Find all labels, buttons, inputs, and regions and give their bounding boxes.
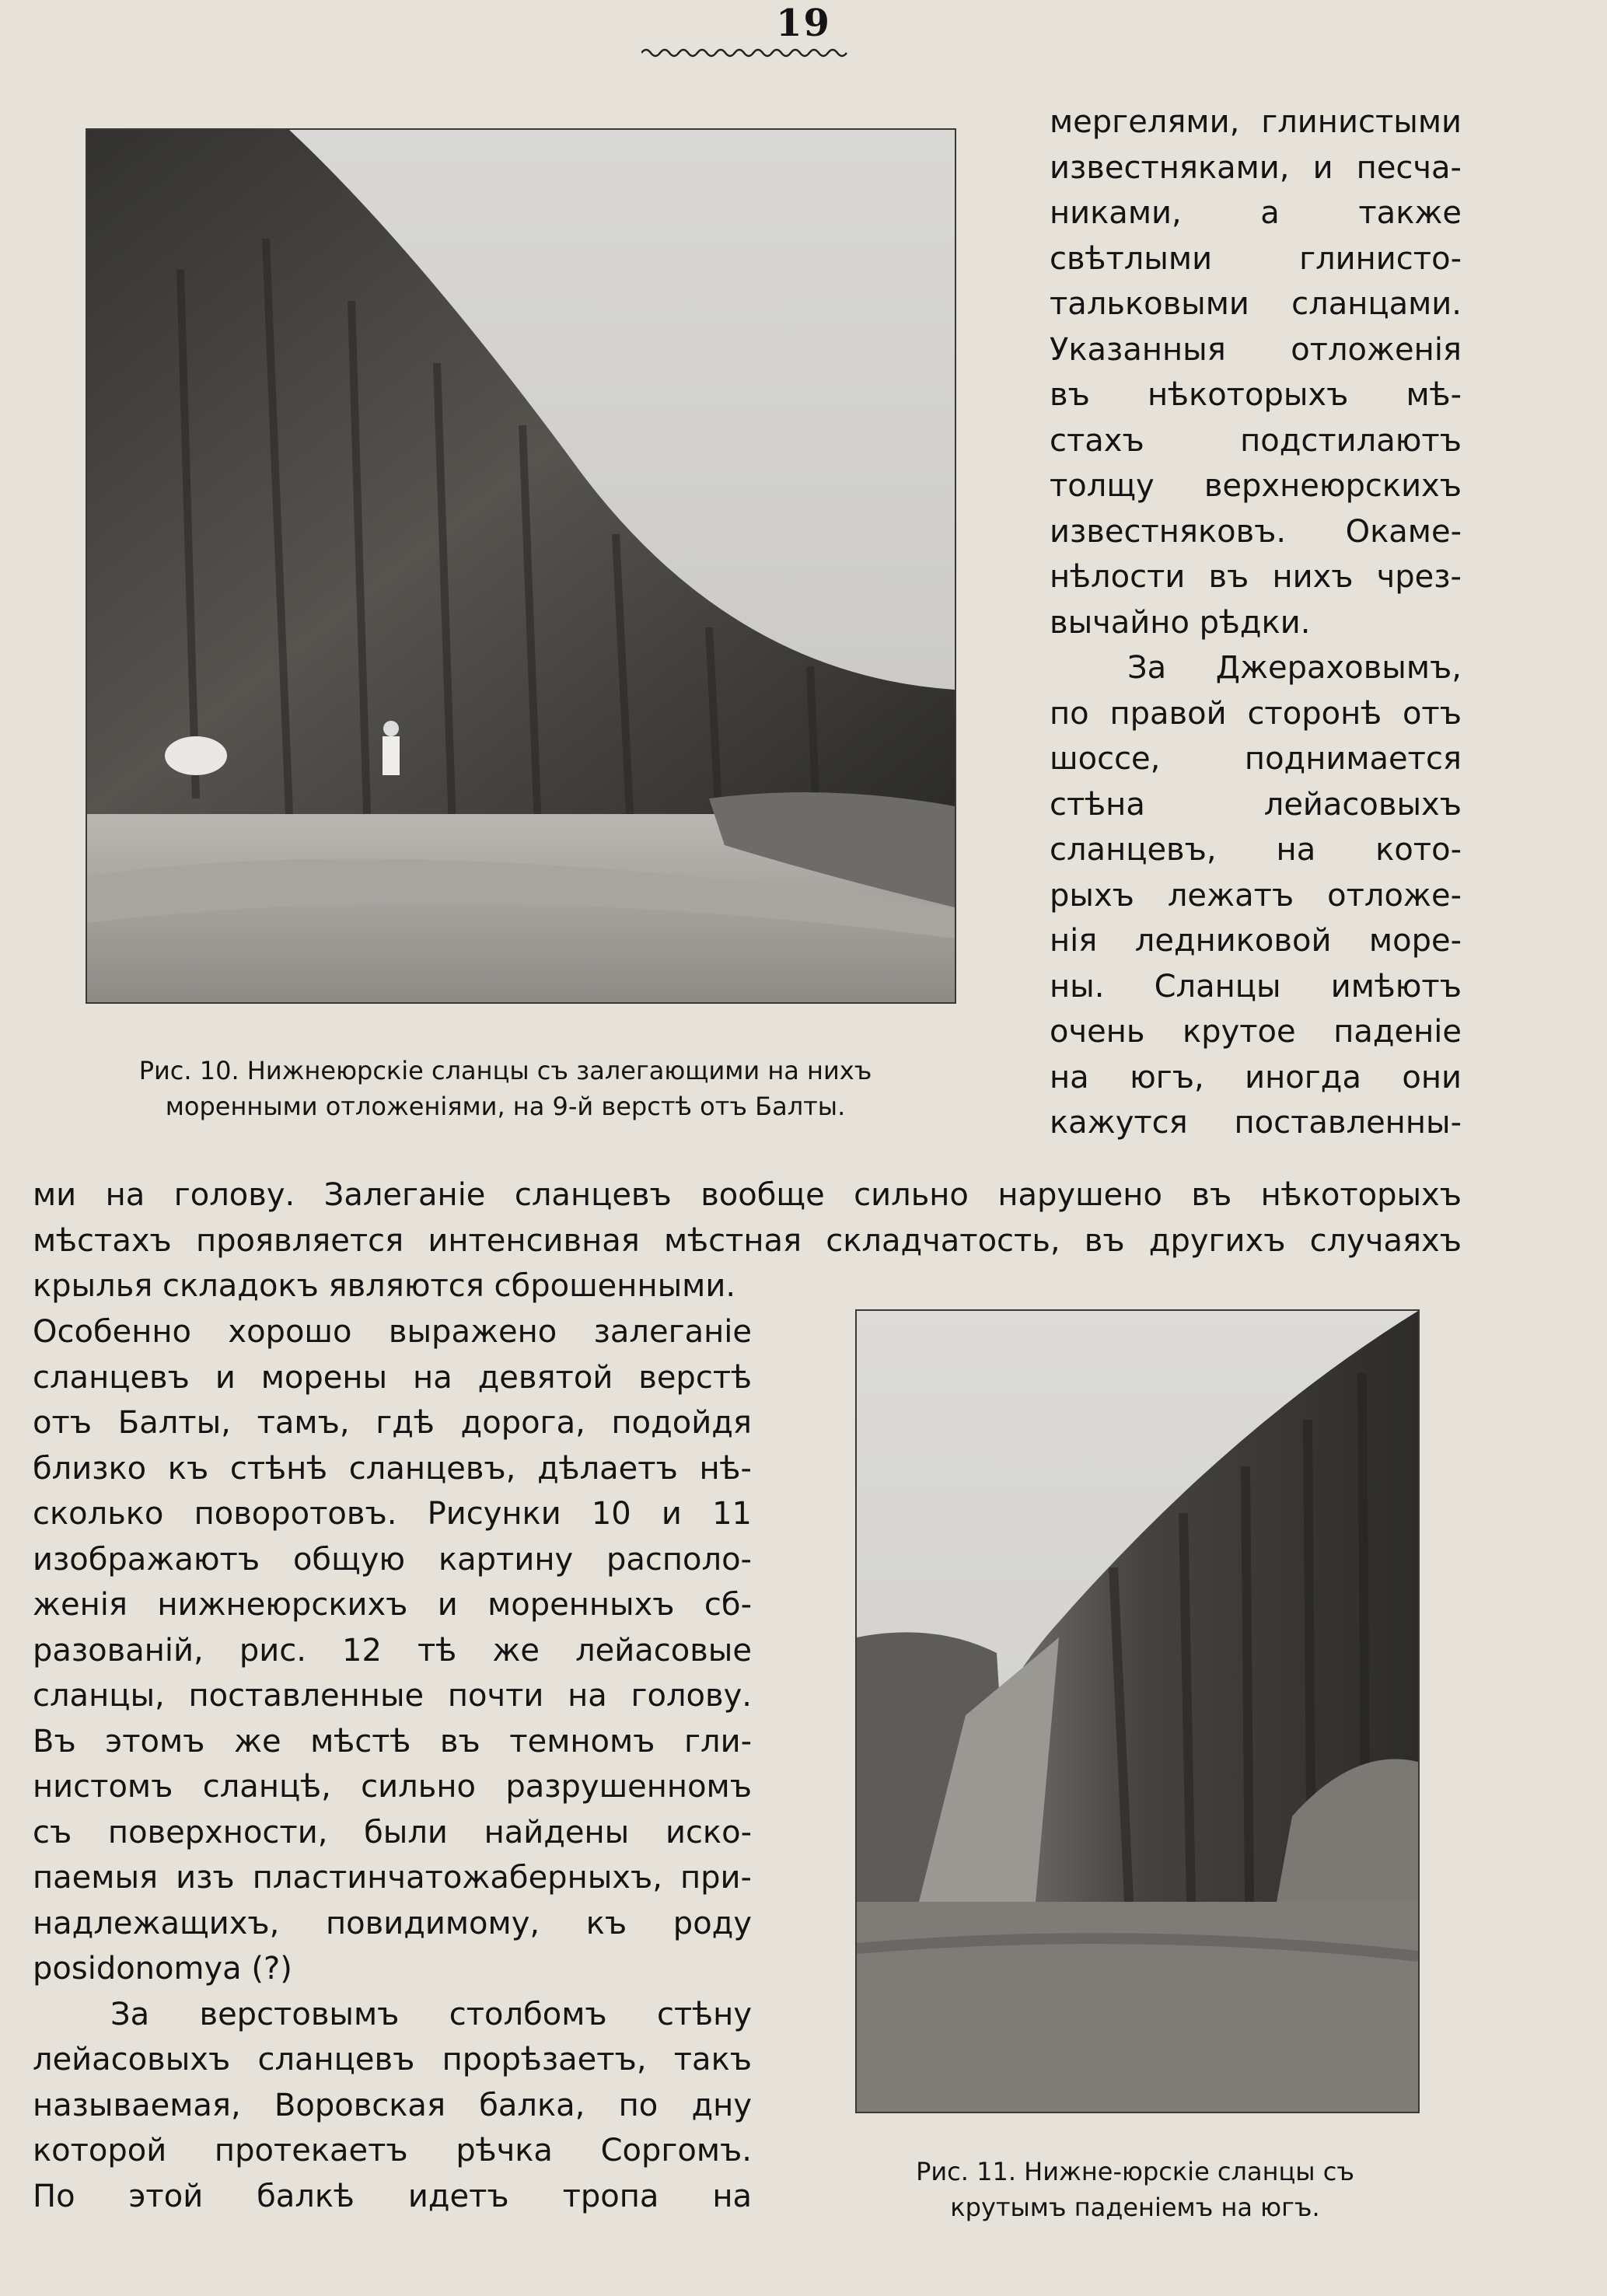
text-line: мергелями, глинистыми bbox=[1050, 104, 1462, 140]
text-line: близко къ стѣнѣ сланцевъ, дѣлаетъ нѣ- bbox=[33, 1450, 752, 1487]
text-line: женія нижнеюрскихъ и моренныхъ сб- bbox=[33, 1587, 752, 1623]
text-line: называемая, Воровская балка, по дну bbox=[33, 2087, 752, 2123]
text-line: ми на голову. Залеганіе сланцевъ вообще сильно нарушено въ нѣкоторыхъ bbox=[33, 1177, 1462, 1213]
text-line: толщу верхнеюрскихъ bbox=[1050, 468, 1462, 504]
text-line: сланцы, поставленные почти на голову. bbox=[33, 1678, 752, 1714]
text-line: Въ этомъ же мѣстѣ въ темномъ гли- bbox=[33, 1723, 752, 1760]
text-line: паемыя изъ пластинчатожаберныхъ, при- bbox=[33, 1860, 752, 1896]
text-line: кажутся поставленны- bbox=[1050, 1105, 1462, 1141]
text-line: вычайно рѣдки. bbox=[1050, 604, 1311, 641]
caption-line: моренными отложеніями, на 9-й верстѣ отъ Балты. bbox=[165, 1092, 846, 1121]
text-line: въ нѣкоторыхъ мѣ- bbox=[1050, 377, 1462, 413]
text-line: свѣтлыми глинисто- bbox=[1050, 240, 1462, 277]
left-column-text bbox=[33, 1309, 752, 2219]
caption-line: крутымъ паденіемъ на югъ. bbox=[950, 2193, 1320, 2222]
page-number: 19 bbox=[776, 2, 831, 45]
text-line: стѣна лейасовыхъ bbox=[1050, 786, 1462, 823]
figure-11-photo bbox=[855, 1309, 1420, 2113]
text-line: никами, а также bbox=[1050, 195, 1462, 231]
text-line: рыхъ лежатъ отложе- bbox=[1050, 877, 1462, 914]
text-line: надлежащихъ, повидимому, къ роду bbox=[33, 1905, 752, 1941]
text-line: которой протекаетъ рѣчка Соргомъ. bbox=[33, 2133, 752, 2168]
text-line: разованій, рис. 12 тѣ же лейасовые bbox=[33, 1632, 752, 1669]
text-line: За Джераховымъ, bbox=[1127, 650, 1462, 686]
figure-10-caption bbox=[47, 1053, 964, 1124]
text-line: стахъ подстилаютъ bbox=[1050, 422, 1462, 459]
text-line: сланцевъ, на кото- bbox=[1050, 832, 1462, 868]
text-line: сколько поворотовъ. Рисунки 10 и 11 bbox=[33, 1496, 752, 1532]
text-line: известняками, и песча- bbox=[1050, 149, 1462, 186]
caption-line: Рис. 11. Нижне-юрскіе сланцы съ bbox=[916, 2157, 1354, 2186]
text-line: нѣлости въ нихъ чрез- bbox=[1050, 559, 1462, 595]
right-column-text bbox=[1050, 100, 1462, 1146]
text-line: Особенно хорошо выражено залеганіе bbox=[33, 1314, 752, 1350]
figure-11-caption bbox=[809, 2154, 1462, 2225]
text-line: отъ Балты, тамъ, гдѣ дорога, подойдя bbox=[33, 1405, 752, 1441]
text-line: ны. Сланцы имѣютъ bbox=[1050, 968, 1462, 1005]
text-line: шоссе, поднимается bbox=[1050, 741, 1462, 777]
text-line: По этой балкѣ идетъ тропа на bbox=[33, 2178, 752, 2214]
caption-line: Рис. 10. Нижнеюрскіе сланцы съ залегающими на нихъ bbox=[138, 1056, 872, 1085]
text-line: крылья складокъ являются сброшенными. bbox=[33, 1268, 736, 1304]
full-width-text bbox=[33, 1172, 1462, 1309]
ornament-divider bbox=[641, 45, 847, 61]
text-line: нистомъ сланцѣ, сильно разрушенномъ bbox=[33, 1769, 752, 1805]
text-line: по правой сторонѣ отъ bbox=[1050, 695, 1462, 732]
text-line: За верстовымъ столбомъ стѣну bbox=[110, 1996, 752, 2032]
figure-10-photo bbox=[86, 128, 956, 1004]
text-line: сланцевъ и морены на девятой верстѣ bbox=[33, 1359, 752, 1396]
text-line: нія ледниковой море- bbox=[1050, 923, 1462, 959]
text-line: Указанныя отложенія bbox=[1050, 331, 1462, 368]
text-line: лейасовыхъ сланцевъ прорѣзаетъ, такъ bbox=[33, 2042, 752, 2078]
text-line: изображаютъ общую картину располо- bbox=[33, 1541, 752, 1578]
text-line: мѣстахъ проявляется интенсивная мѣстная складчатость, въ другихъ случаяхъ bbox=[33, 1222, 1462, 1259]
text-line: очень крутое паденіе bbox=[1050, 1014, 1462, 1050]
text-line: съ поверхности, были найдены иско- bbox=[33, 1814, 752, 1850]
text-line: posidonomya (?) bbox=[33, 1951, 292, 1987]
text-line: известняковъ. Окаме- bbox=[1050, 513, 1462, 550]
text-line: тальковыми сланцами. bbox=[1050, 286, 1462, 322]
text-line: на югъ, иногда они bbox=[1050, 1059, 1462, 1096]
